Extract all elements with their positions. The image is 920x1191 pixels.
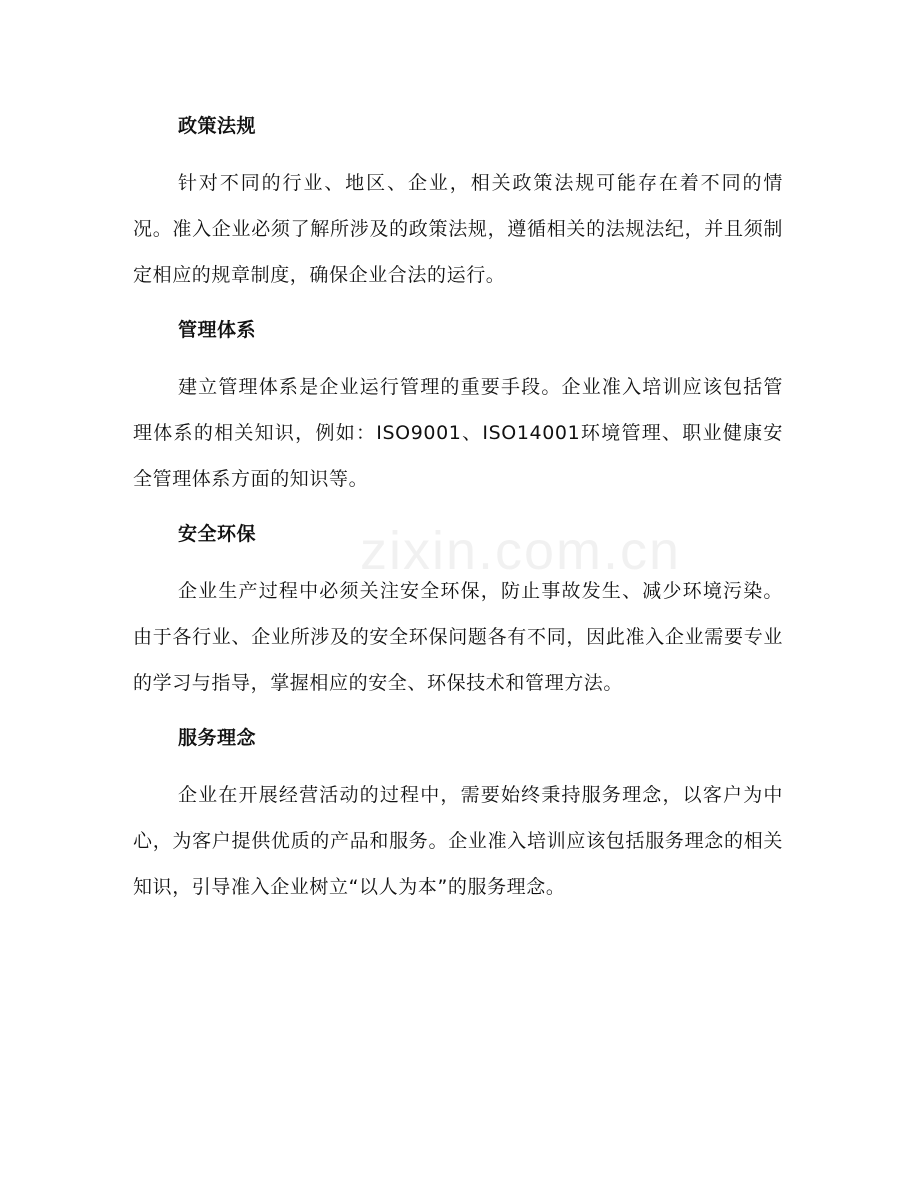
section-body-service: 企业在开展经营活动的过程中，需要始终秉持服务理念，以客户为中心，为客户提供优质的产品和服务。企业准入培训应该包括服务理念的相关知识，引导准入企业树立“以人为本”的服务理念。 (133, 784, 783, 898)
section-body-management: 建立管理体系是企业运行管理的重要手段。企业准入培训应该包括管理体系的相关知识，例如：ISO9001、ISO14001环境管理、职业健康安全管理体系方面的知识等。 (133, 376, 783, 490)
section-heading-safety: 安全环保 (178, 523, 257, 545)
section-heading-policy: 政策法规 (178, 115, 257, 137)
section-body-policy: 针对不同的行业、地区、企业，相关政策法规可能存在着不同的情况。准入企业必须了解所涉及的政策法规，遵循相关的法规法纪，并且须制定相应的规章制度，确保企业合法的运行。 (133, 172, 783, 286)
section-heading-management: 管理体系 (178, 319, 257, 341)
section-body-safety: 企业生产过程中必须关注安全环保，防止事故发生、减少环境污染。由于各行业、企业所涉及的安全环保问题各有不同，因此准入企业需要专业的学习与指导，掌握相应的安全、环保技术和管理方法。 (133, 580, 783, 694)
watermark: zixin.com.cn (360, 521, 682, 581)
document-content (133, 108, 783, 924)
section-heading-service: 服务理念 (178, 727, 257, 749)
